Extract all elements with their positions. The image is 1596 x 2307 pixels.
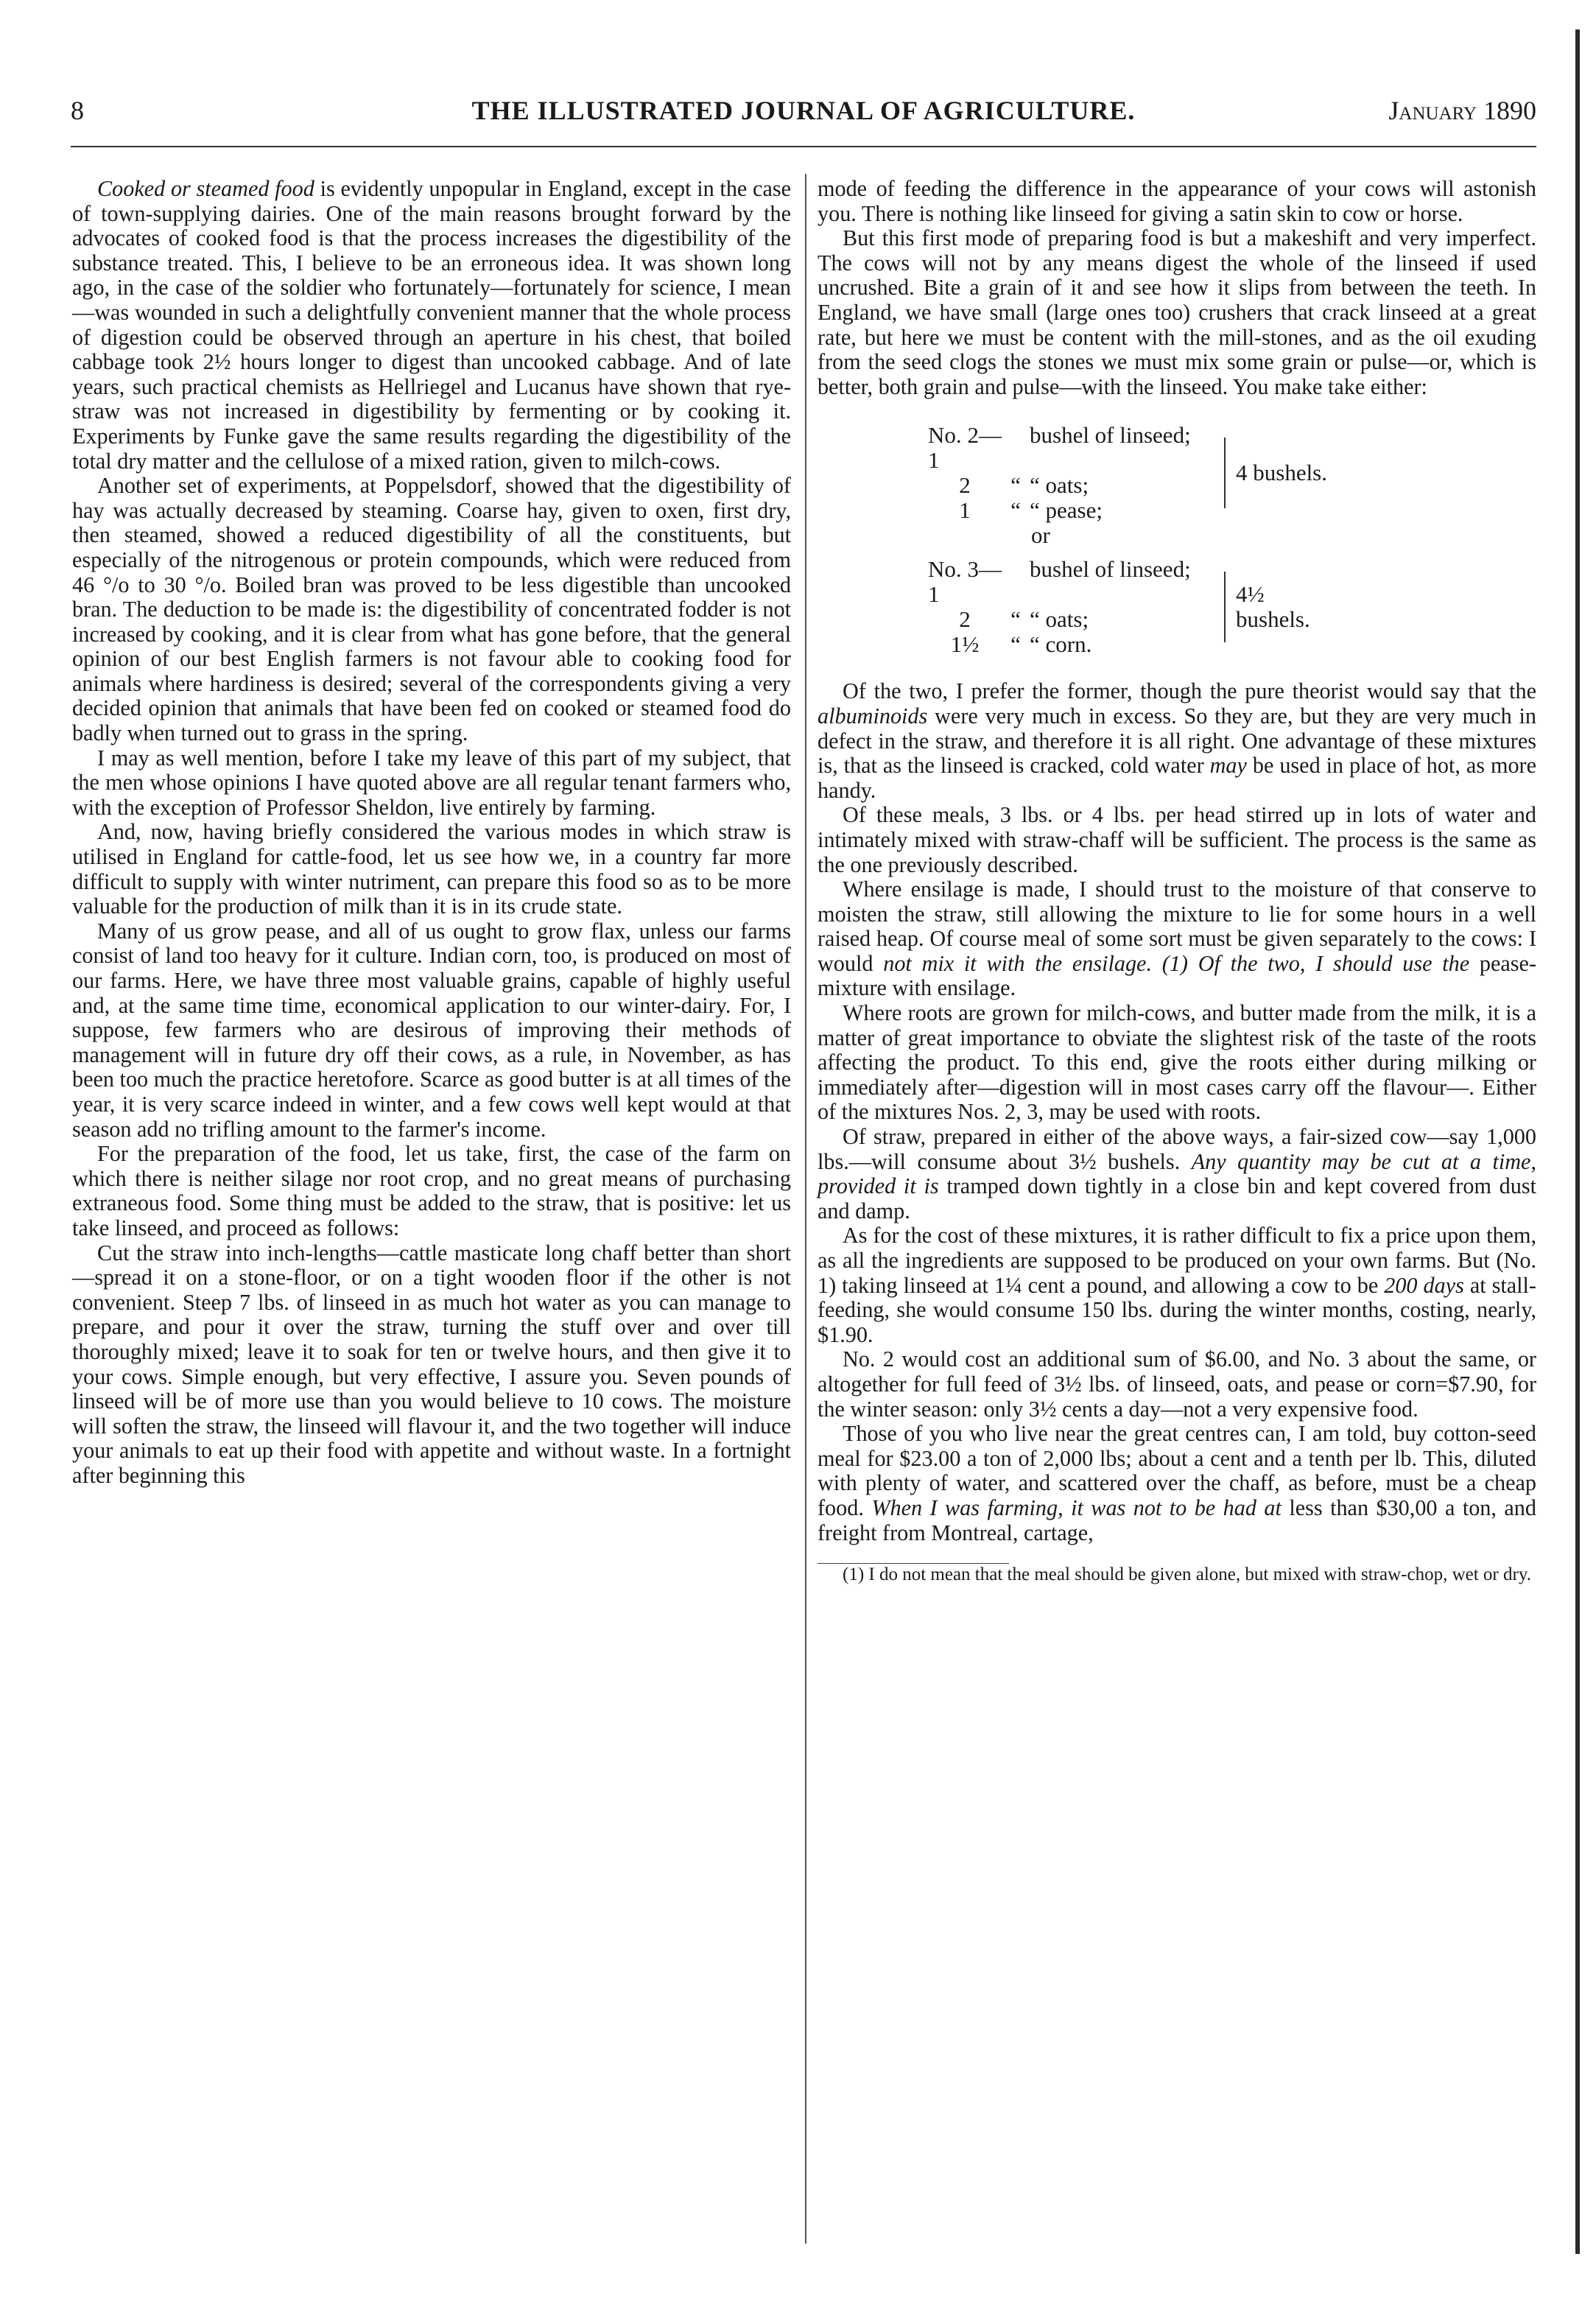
ditto-mark: “ bbox=[1010, 472, 1021, 499]
formula-item: bushel of linseed; bbox=[1030, 422, 1191, 449]
paragraph-text: is evidently unpopular in England, except in the case of town-supplying dairies. One of the main reasons brought forward by the advocates of cooked food is that the process increases the digestibility of the substance treated. This, I believe to be an erroneous idea. It was shown long ago, in the case of the soldier who fortunately—fortunately for science, I mean—was wounded in such a delightfully convenient manner that the whole process of digestion could be observed through an aperture in his chest, that boiled cabbage took 2½ hours longer to digest than uncooked cabbage. And of late years, such practical chemists as Hellriegel and Lucanus have shown that rye-straw was not increased in digestibility by fermenting or by cooking it. Experiments by Funke gave the same results regarding the digestibility of the total dry matter and the cellulose of a mixed ration, given to milch-cows. bbox=[72, 176, 791, 474]
paragraph: Cut the straw into inch-lengths—cattle masticate long chaff better than short—spread it on a stone-floor, or on a tight wooden floor if the other is not convenient. Steep 7 lbs. of linseed in as much hot water as you can manage to prepare, and pour it over the straw, turning the stuff over and over till thoroughly mixed; leave it to soak for ten or twelve hours, and then give it to your cows. Simple enough, but very effective, I assure you. Seven pounds of linseed will be of more use than you would believe to 10 cows. The moisture will soften the straw, the linseed will flavour it, and the two together will induce your animals to eat up their food with appetite and without waste. In a fortnight after beginning this bbox=[72, 1240, 791, 1488]
or-word: or bbox=[1031, 522, 1050, 549]
header-rule bbox=[71, 146, 1536, 147]
paragraph: Of these meals, 3 lbs. or 4 lbs. per head stirred up in lots of water and intimately mixed with straw-chaff will be sufficient. The process is the same as the one previously described. bbox=[818, 802, 1536, 877]
paragraph-text: Where ensilage is made, I should trust to the moisture of that conserve to moisten the straw, still allowing the mixture to lie for some hours in a well raised heap. Of course meal of some sort must be given separately to the cows: I would bbox=[818, 877, 1536, 976]
running-header bbox=[71, 88, 1536, 133]
paragraph: Another set of experiments, at Poppelsdorf, showed that the digestibility of hay was actually decreased by steaming. Coarse hay, given to oxen, first dry, then steamed, showed a reduced digestibility of all the constituents, but especially of the nitrogenous or protein compounds, which were reduced from 46 °/o to 30 °/o. Boiled bran was proved to be less digestible than uncooked bran. The deduction to be made is: the digestibility of concentrated fodder is not increased by cooking, and it is clear from what has gone before, that the general opinion of our best English farmers is not favour able to cooking food for animals where hardiness is desired; several of the correspondents giving a very decided opinion that animals that have been fed on cooked or steamed food do badly when turned out to grass in the spring. bbox=[72, 473, 791, 746]
paragraph-text: less than $30,00 a ton, and freight from Montreal, cartage, bbox=[818, 1495, 1536, 1545]
paragraph bbox=[818, 679, 1536, 803]
formula-item: “ pease; bbox=[1030, 497, 1103, 524]
ditto-mark: “ bbox=[1010, 631, 1021, 658]
paragraph: mode of feeding the difference in the appearance of your cows will astonish you. There is nothing like linseed for giving a satin skin to cow or horse. bbox=[818, 176, 1536, 226]
emphasis: Any quantity may be cut at a time, provided it is bbox=[818, 1148, 1536, 1199]
paragraph bbox=[818, 1422, 1536, 1545]
formula-label: 1½ bbox=[950, 631, 980, 658]
paragraph-text: tramped down tightly in a close bin and kept covered from dust and damp. bbox=[818, 1173, 1536, 1223]
paragraph: For the preparation of the food, let us take, first, the case of the farm on which there is neither silage nor root crop, and no great means of purchasing extraneous food. Some thing must be added to the straw, that is positive: let us take linseed, and proceed as follows: bbox=[72, 1141, 791, 1240]
formula-label: No. 3—1 bbox=[928, 556, 1002, 608]
formula-label: 1 bbox=[959, 497, 971, 524]
scan-edge-mark bbox=[1575, 29, 1580, 2254]
paragraph bbox=[818, 1125, 1536, 1223]
paragraph bbox=[818, 877, 1536, 1001]
page-number: 8 bbox=[71, 96, 84, 125]
paragraph bbox=[818, 1223, 1536, 1347]
formula-label: 2 bbox=[959, 606, 971, 633]
emphasis: 200 days bbox=[1384, 1272, 1464, 1298]
paragraph: I may as well mention, before I take my leave of this part of my subject, that the men whose opinions I have quoted above are all regular tenant farmers who, with the exception of Professor Sheldon, live entirely by farming. bbox=[72, 745, 791, 820]
formula-item: “ oats; bbox=[1030, 606, 1089, 633]
formula-label: No. 2—1 bbox=[928, 422, 1002, 474]
paragraph-text: Of straw, prepared in either of the above ways, a fair-sized cow—say 1,000 lbs.—will consume about 3½ bushels. bbox=[818, 1124, 1536, 1174]
left-column bbox=[72, 177, 791, 1488]
paragraph: Many of us grow pease, and all of us ought to grow flax, unless our farms consist of land too heavy for it culture. Indian corn, too, is produced on most of our farms. Here, we have three most valuable grains, capable of highly useful and, at the same time time, economical application to our winter-dairy. For, I suppose, few farmers who are desirous of improving their methods of management will in future dry off their cows, as a rule, in November, as has been too much the practice heretofore. Scarce as good butter is at all times of the year, it is very scarce indeed in winter, and a few cows well kept would at that season add no trifling amount to the farmer's income. bbox=[72, 918, 791, 1142]
mixture-no2 bbox=[928, 423, 1536, 548]
paragraph-text: be used in place of hot, as more handy. bbox=[818, 753, 1536, 803]
right-column bbox=[818, 177, 1536, 1585]
issue-date: January 1890 bbox=[1388, 96, 1536, 125]
emphasis: When I was farming, it was not to be had at bbox=[871, 1495, 1282, 1520]
emphasis: not mix it with the ensilage. (1) Of the two, I should use the bbox=[883, 950, 1470, 976]
footnote: (1) I do not mean that the meal should be given alone, but mixed with straw-chop, wet or dry. bbox=[843, 1565, 1531, 1585]
paragraph-text: Those of you who live near the great centres can, I am told, buy cotton-seed meal for $23.00 a ton of 2,000 lbs; about a cent and a tenth per lb. This, diluted with plenty of water, and scattered over the chaff, as before, must be a cheap food. bbox=[818, 1421, 1536, 1520]
paragraph-text: at stall-feeding, she would consume 150 lbs. during the winter months, costing, nearly, $1.90. bbox=[818, 1272, 1536, 1347]
paragraph bbox=[72, 177, 791, 474]
formula-total: 4½ bushels. bbox=[1224, 572, 1335, 642]
mixture-no3 bbox=[928, 557, 1536, 657]
formula-total: 4 bushels. bbox=[1224, 438, 1335, 508]
paragraph: Where roots are grown for milch-cows, and butter made from the milk, it is a matter of great importance to obviate the slightest risk of the taste of the roots affecting the product. To this end, give the roots either during milking or immediately after—digestion will in most cases carry off the flavour—. Either of the mixtures Nos. 2, 3, may be used with roots. bbox=[818, 1000, 1536, 1125]
emphasis: may bbox=[1209, 753, 1247, 779]
paragraph: And, now, having briefly considered the various modes in which straw is utilised in England for cattle-food, let us see how we, in a country far more difficult to supply with winter nutriment, can prepare this food so as to be more valuable for the production of milk than it is in its crude state. bbox=[72, 819, 791, 919]
journal-title: THE ILLUSTRATED JOURNAL OF AGRICULTURE. bbox=[471, 96, 1136, 125]
paragraph-text: As for the cost of these mixtures, it is rather difficult to fix a price upon them, as all the ingredients are supposed to be produced on your own farms. But (No. 1) taking linseed at 1¼ cent a pound, and allowing a cow to be bbox=[818, 1223, 1536, 1298]
ditto-mark: “ bbox=[1010, 606, 1021, 633]
formula-item: “ oats; bbox=[1030, 472, 1089, 499]
column-divider bbox=[805, 174, 806, 2244]
paragraph: But this first mode of preparing food is but a makeshift and very imperfect. The cows will not by any means digest the whole of the linseed if used uncrushed. Bite a grain of it and see how it slips from between the teeth. In England, we have small (large ones too) crushers that crack linseed at a great rate, but here we must be content with the mill-stones, and as the oil exuding from the seed clogs the stones we must mix some grain or pulse—or, which is better, both grain and pulse—with the linseed. You make take either: bbox=[818, 225, 1536, 399]
emphasis: albuminoids bbox=[818, 703, 928, 728]
paragraph-text: Of the two, I prefer the former, though the pure theorist would say that the bbox=[843, 678, 1536, 704]
formula-item: bushel of linseed; bbox=[1030, 556, 1191, 583]
ditto-mark: “ bbox=[1010, 497, 1021, 524]
paragraph-text: were very much in excess. So they are, but they are very much in defect in the straw, and therefore it is all right. One advantage of these mixtures is, that as the linseed is cracked, cold water bbox=[818, 703, 1536, 779]
paragraph-text: pease-mixture with ensilage. bbox=[818, 950, 1537, 1001]
paragraph: No. 2 would cost an additional sum of $6.00, and No. 3 about the same, or altogether for full feed of 3½ lbs. of linseed, oats, and pease or corn=$7.90, for the winter season: only 3½ cents a day—not a very expensive food. bbox=[818, 1346, 1536, 1422]
formula-item: “ corn. bbox=[1030, 631, 1092, 658]
formula-label: 2 bbox=[959, 472, 971, 499]
emphasis: Cooked or steamed food bbox=[97, 176, 314, 201]
